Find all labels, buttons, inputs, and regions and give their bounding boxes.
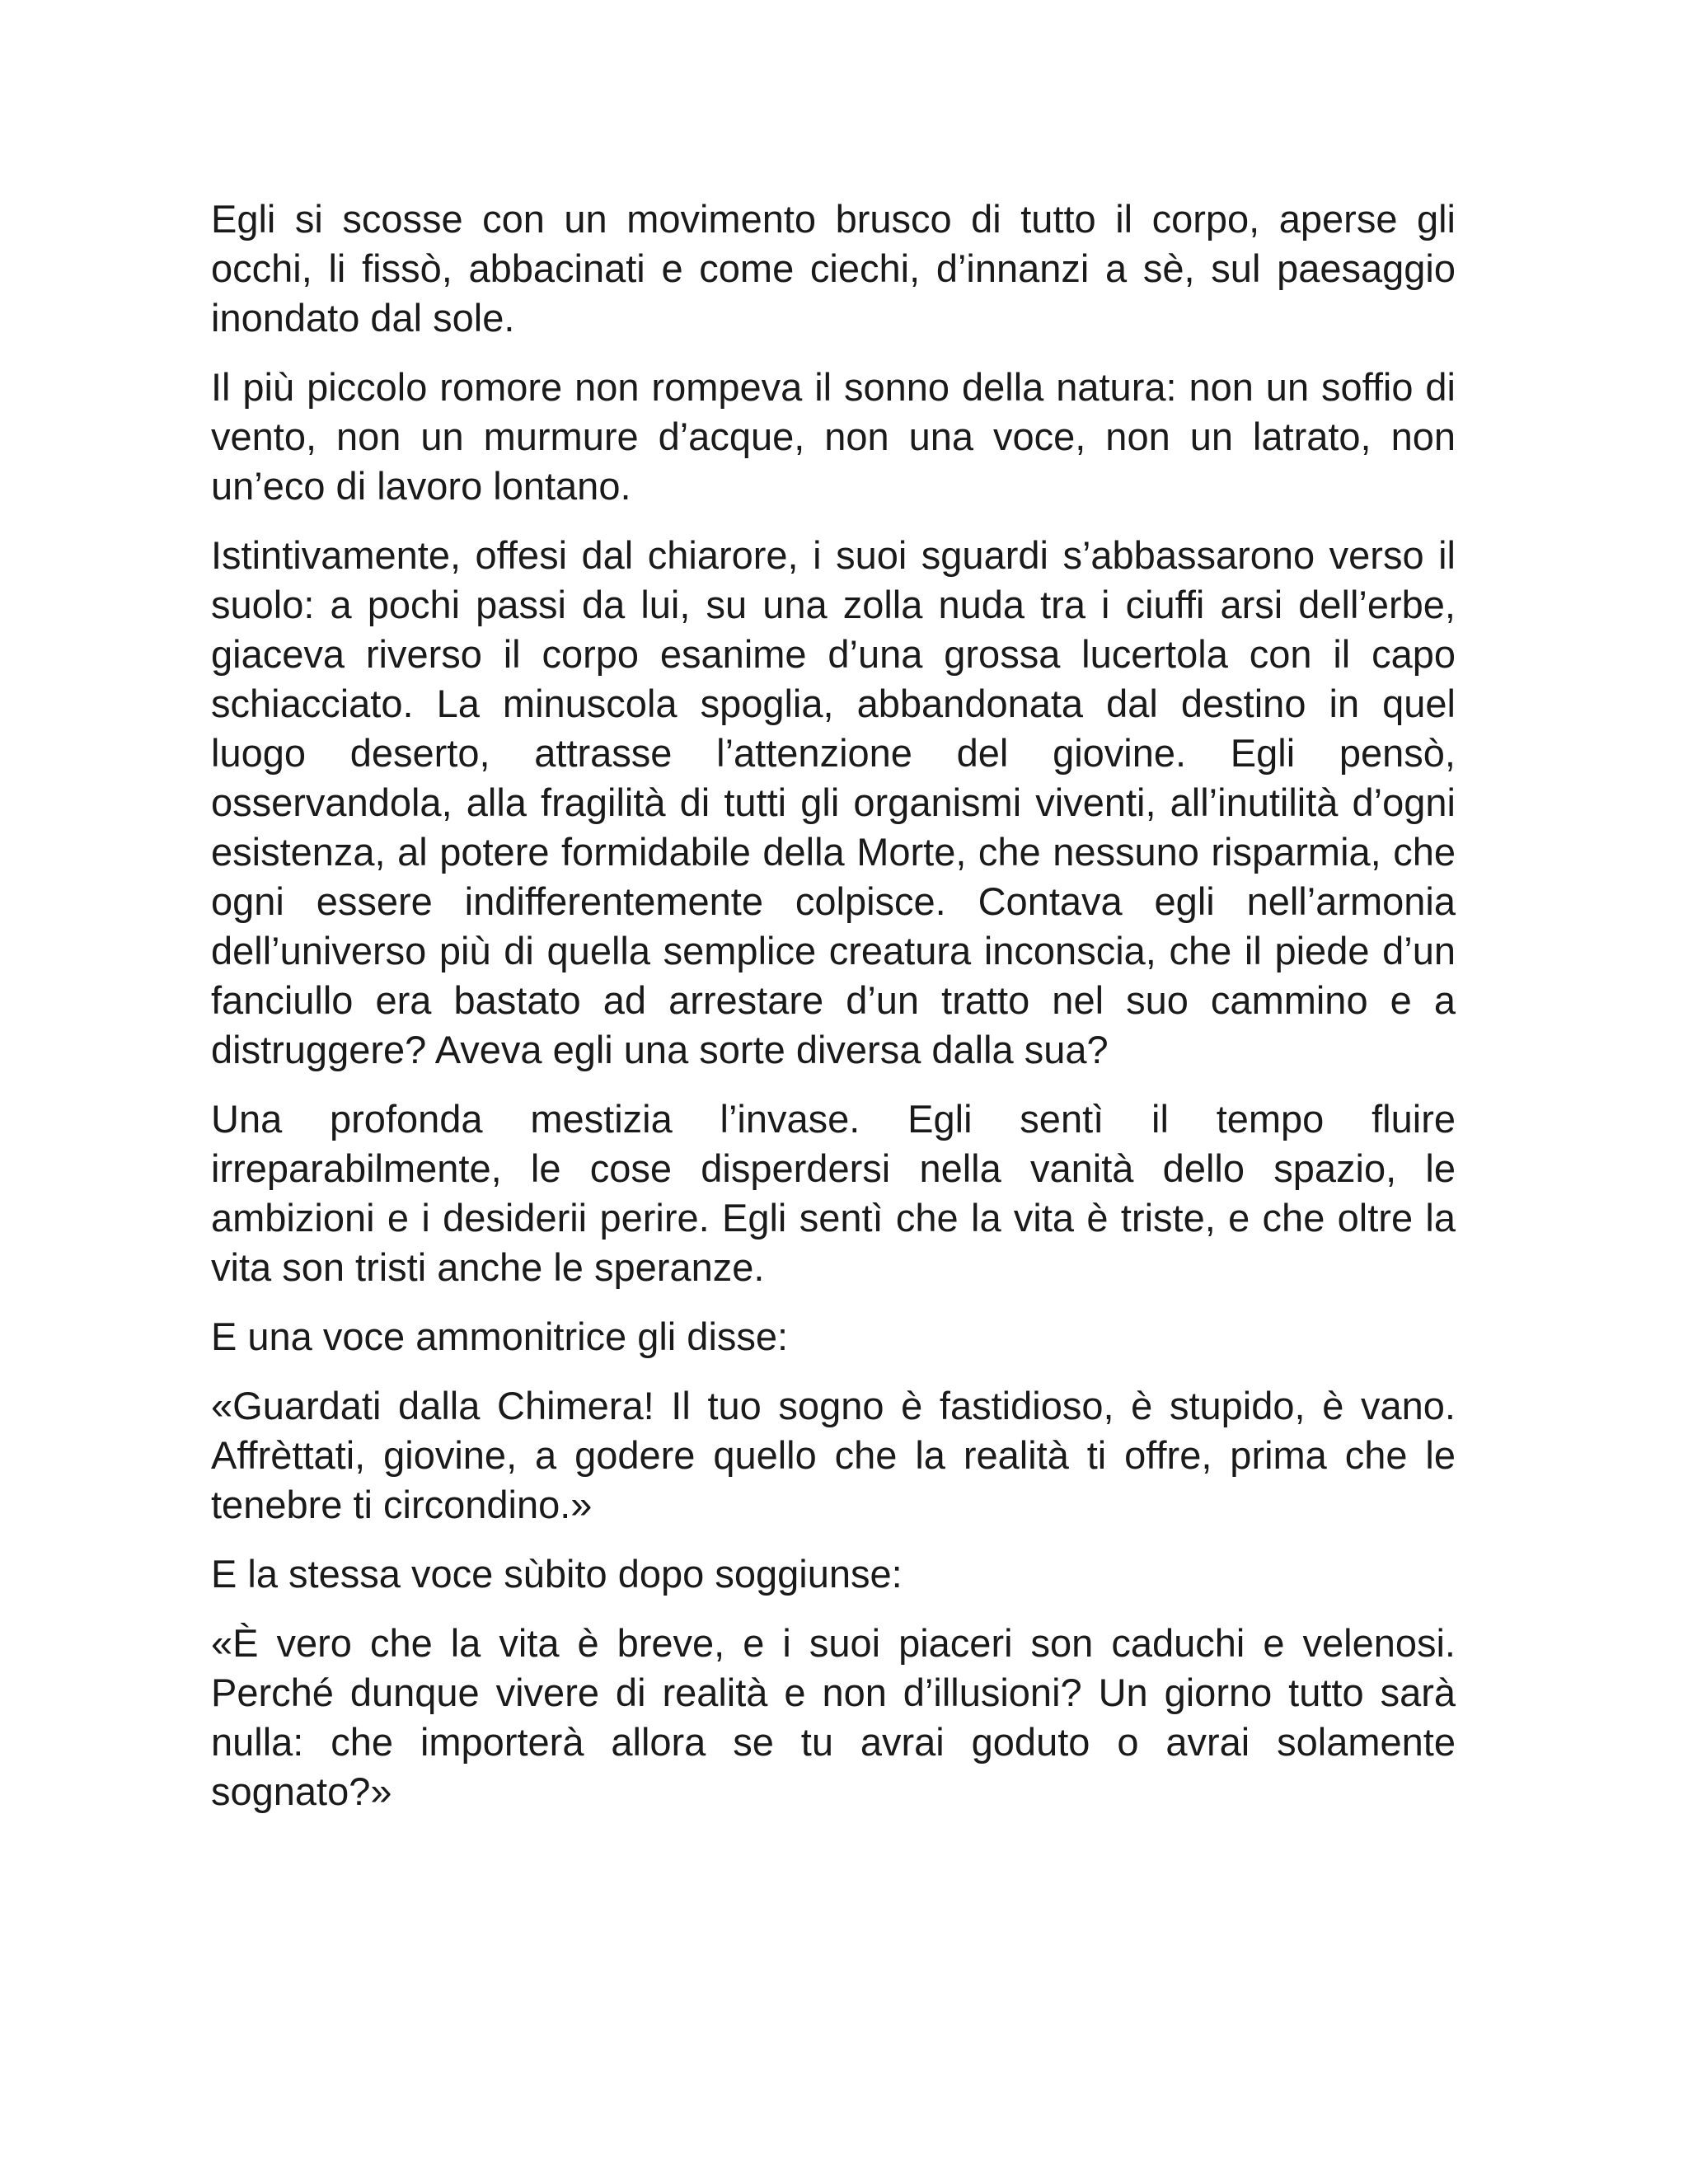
document-body [211,194,1456,1836]
paragraph: E una voce ammonitrice gli disse: [211,1315,789,1358]
paragraph: «È vero che la vita è breve, e i suoi piaceri son caduchi e velenosi. Perché dunque vivere di realità e non d’illusioni? Un giorno tutto sarà nulla: che importerà allora se tu avrai goduto o avrai solamente sognato?» [211,1621,1456,1813]
paragraph: Istintivamente, offesi dal chiarore, i suoi sguardi s’abbassarono verso il suolo: a pochi passi da lui, su una zolla nuda tra i ciuffi arsi dell’erbe, giaceva riverso il corpo esanime d’una grossa lucertola con il capo schiacciato. La minuscola spoglia, abbandonata dal destino in quel luogo deserto, attrasse l’attenzione del giovine. Egli pensò, osservandola, alla fragilità di tutti gli organismi viventi, all’inutilità d’ogni esistenza, al potere formidabile della Morte, che nessuno risparmia, che ogni essere indifferentemente colpisce. Contava egli nell’armonia dell’universo più di quella semplice creatura inconscia, che il piede d’un fanciullo era bastato ad arrestare d’un tratto nel suo cammino e a distruggere? Aveva egli una sorte diversa dalla sua? [211,533,1456,1071]
paragraph: «Guardati dalla Chimera! Il tuo sogno è fastidioso, è stupido, è vano. Affrèttati, giovine, a godere quello che la realità ti offre, prima che le tenebre ti circondino.» [211,1384,1456,1526]
paragraph: Il più piccolo romore non rompeva il sonno della natura: non un soffio di vento, non un murmure d’acque, non una voce, non un latrato, non un’eco di lavoro lontano. [211,365,1456,508]
paragraph: Una profonda mestizia l’invase. Egli sentì il tempo fluire irreparabilmente, le cose disperdersi nella vanità dello spazio, le ambizioni e i desiderii perire. Egli sentì che la vita è triste, e che oltre la vita son tristi anche le speranze. [211,1097,1456,1289]
paragraph: E la stessa voce sùbito dopo soggiunse: [211,1552,903,1596]
paragraph: Egli si scosse con un movimento brusco di tutto il corpo, aperse gli occhi, li fissò, abbacinati e come ciechi, d’innanzi a sè, sul paesaggio inondato dal sole. [211,197,1456,340]
